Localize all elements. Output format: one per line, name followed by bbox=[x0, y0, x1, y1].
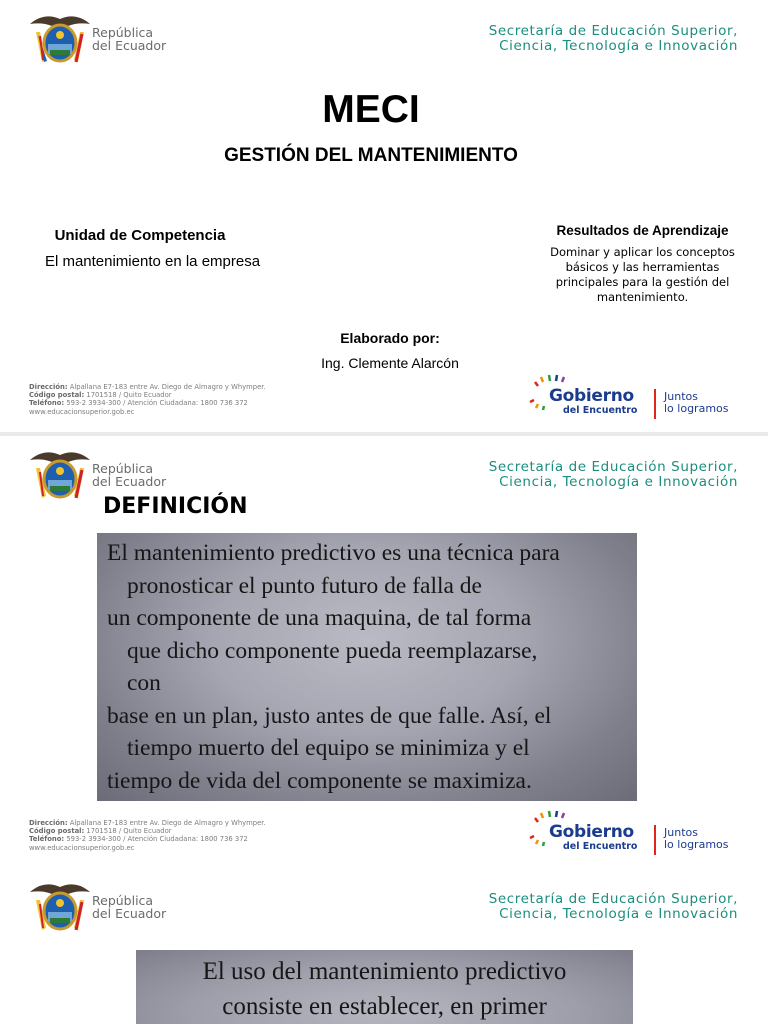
unidad-competencia-text: El mantenimiento en la empresa bbox=[44, 253, 261, 270]
unidad-competencia-heading: Unidad de Competencia bbox=[54, 227, 226, 244]
slide-uso-mantenimiento bbox=[0, 868, 768, 1024]
presentation-title: MECI bbox=[322, 88, 420, 131]
definition-line: con bbox=[127, 670, 161, 696]
ecuador-coat-of-arms-icon bbox=[28, 10, 92, 68]
republica-ecuador-logo-text: República del Ecuador bbox=[92, 461, 167, 489]
uso-line: El uso del mantenimiento predictivo bbox=[202, 958, 567, 985]
secretaria-heading: Secretaría de Educación Superior, Ciencia, Tecnología e Innovación bbox=[488, 459, 738, 490]
footer-address: Dirección: Alpallana E7-183 entre Av. Diego de Almagro y Whymper. Código postal: 1701518 / Quito Ecuador Teléfono: 593-2 3934-300 / Atención Ciudadana: 1800 736 372 www.educacionsuperior.gob.ec bbox=[29, 819, 266, 852]
secretaria-heading: Secretaría de Educación Superior, Ciencia, Tecnología e Innovación bbox=[488, 891, 738, 922]
elaborado-label: Elaborado por: bbox=[340, 330, 440, 346]
slide-definicion bbox=[0, 436, 768, 868]
definition-line: pronosticar el punto futuro de falla de bbox=[127, 572, 482, 599]
tagline: Juntos lo logramos bbox=[664, 390, 729, 415]
definition-line: base en un plan, justo antes de que falle. Así, el bbox=[107, 702, 552, 729]
definition-line: que dicho componente pueda reemplazarse, bbox=[127, 637, 538, 664]
definition-line: tiempo muerto del equipo se minimiza y el bbox=[127, 735, 530, 761]
secretaria-heading: Secretaría de Educación Superior, Ciencia, Tecnología e Innovación bbox=[488, 23, 738, 54]
footer-address: Dirección: Alpallana E7-183 entre Av. Diego de Almagro y Whymper. Código postal: 1701518 / Quito Ecuador Teléfono: 593-2 3934-300 / Atención Ciudadana: 1800 736 372 www.educacionsuperior.gob.ec bbox=[29, 383, 266, 416]
definition-text-box bbox=[97, 533, 637, 801]
republica-ecuador-logo-text: República del Ecuador bbox=[92, 25, 167, 53]
gobierno-encuentro-logo: Gobierno del Encuentro Juntos lo logramos bbox=[527, 372, 742, 422]
resultados-aprendizaje-heading: Resultados de Aprendizaje bbox=[556, 223, 729, 238]
ecuador-coat-of-arms-icon bbox=[28, 878, 92, 936]
slide-title bbox=[0, 0, 768, 432]
author-name: Ing. Clemente Alarcón bbox=[321, 355, 459, 371]
republica-ecuador-logo-text: República del Ecuador bbox=[92, 893, 167, 921]
red-divider bbox=[654, 389, 656, 419]
definition-line: tiempo de vida del componente se maximiza. bbox=[107, 767, 532, 794]
red-divider bbox=[654, 825, 656, 855]
definition-line: El mantenimiento predictivo es una técnica para bbox=[107, 540, 560, 566]
uso-line: consiste en establecer, en primer bbox=[222, 993, 547, 1020]
presentation-subtitle: GESTIÓN DEL MANTENIMIENTO bbox=[224, 145, 518, 166]
definition-line: un componente de una maquina, de tal forma bbox=[107, 605, 532, 631]
definicion-heading: DEFINICIÓN bbox=[103, 494, 248, 519]
ecuador-coat-of-arms-icon bbox=[28, 446, 92, 504]
tagline: Juntos lo logramos bbox=[664, 826, 729, 851]
gobierno-encuentro-logo: Gobierno del Encuentro Juntos lo logramos bbox=[527, 808, 742, 858]
resultados-aprendizaje-text: Dominar y aplicar los conceptos básicos y las herramientas principales para la gestión del mantenimiento. bbox=[550, 245, 735, 304]
uso-text-box bbox=[136, 950, 633, 1024]
